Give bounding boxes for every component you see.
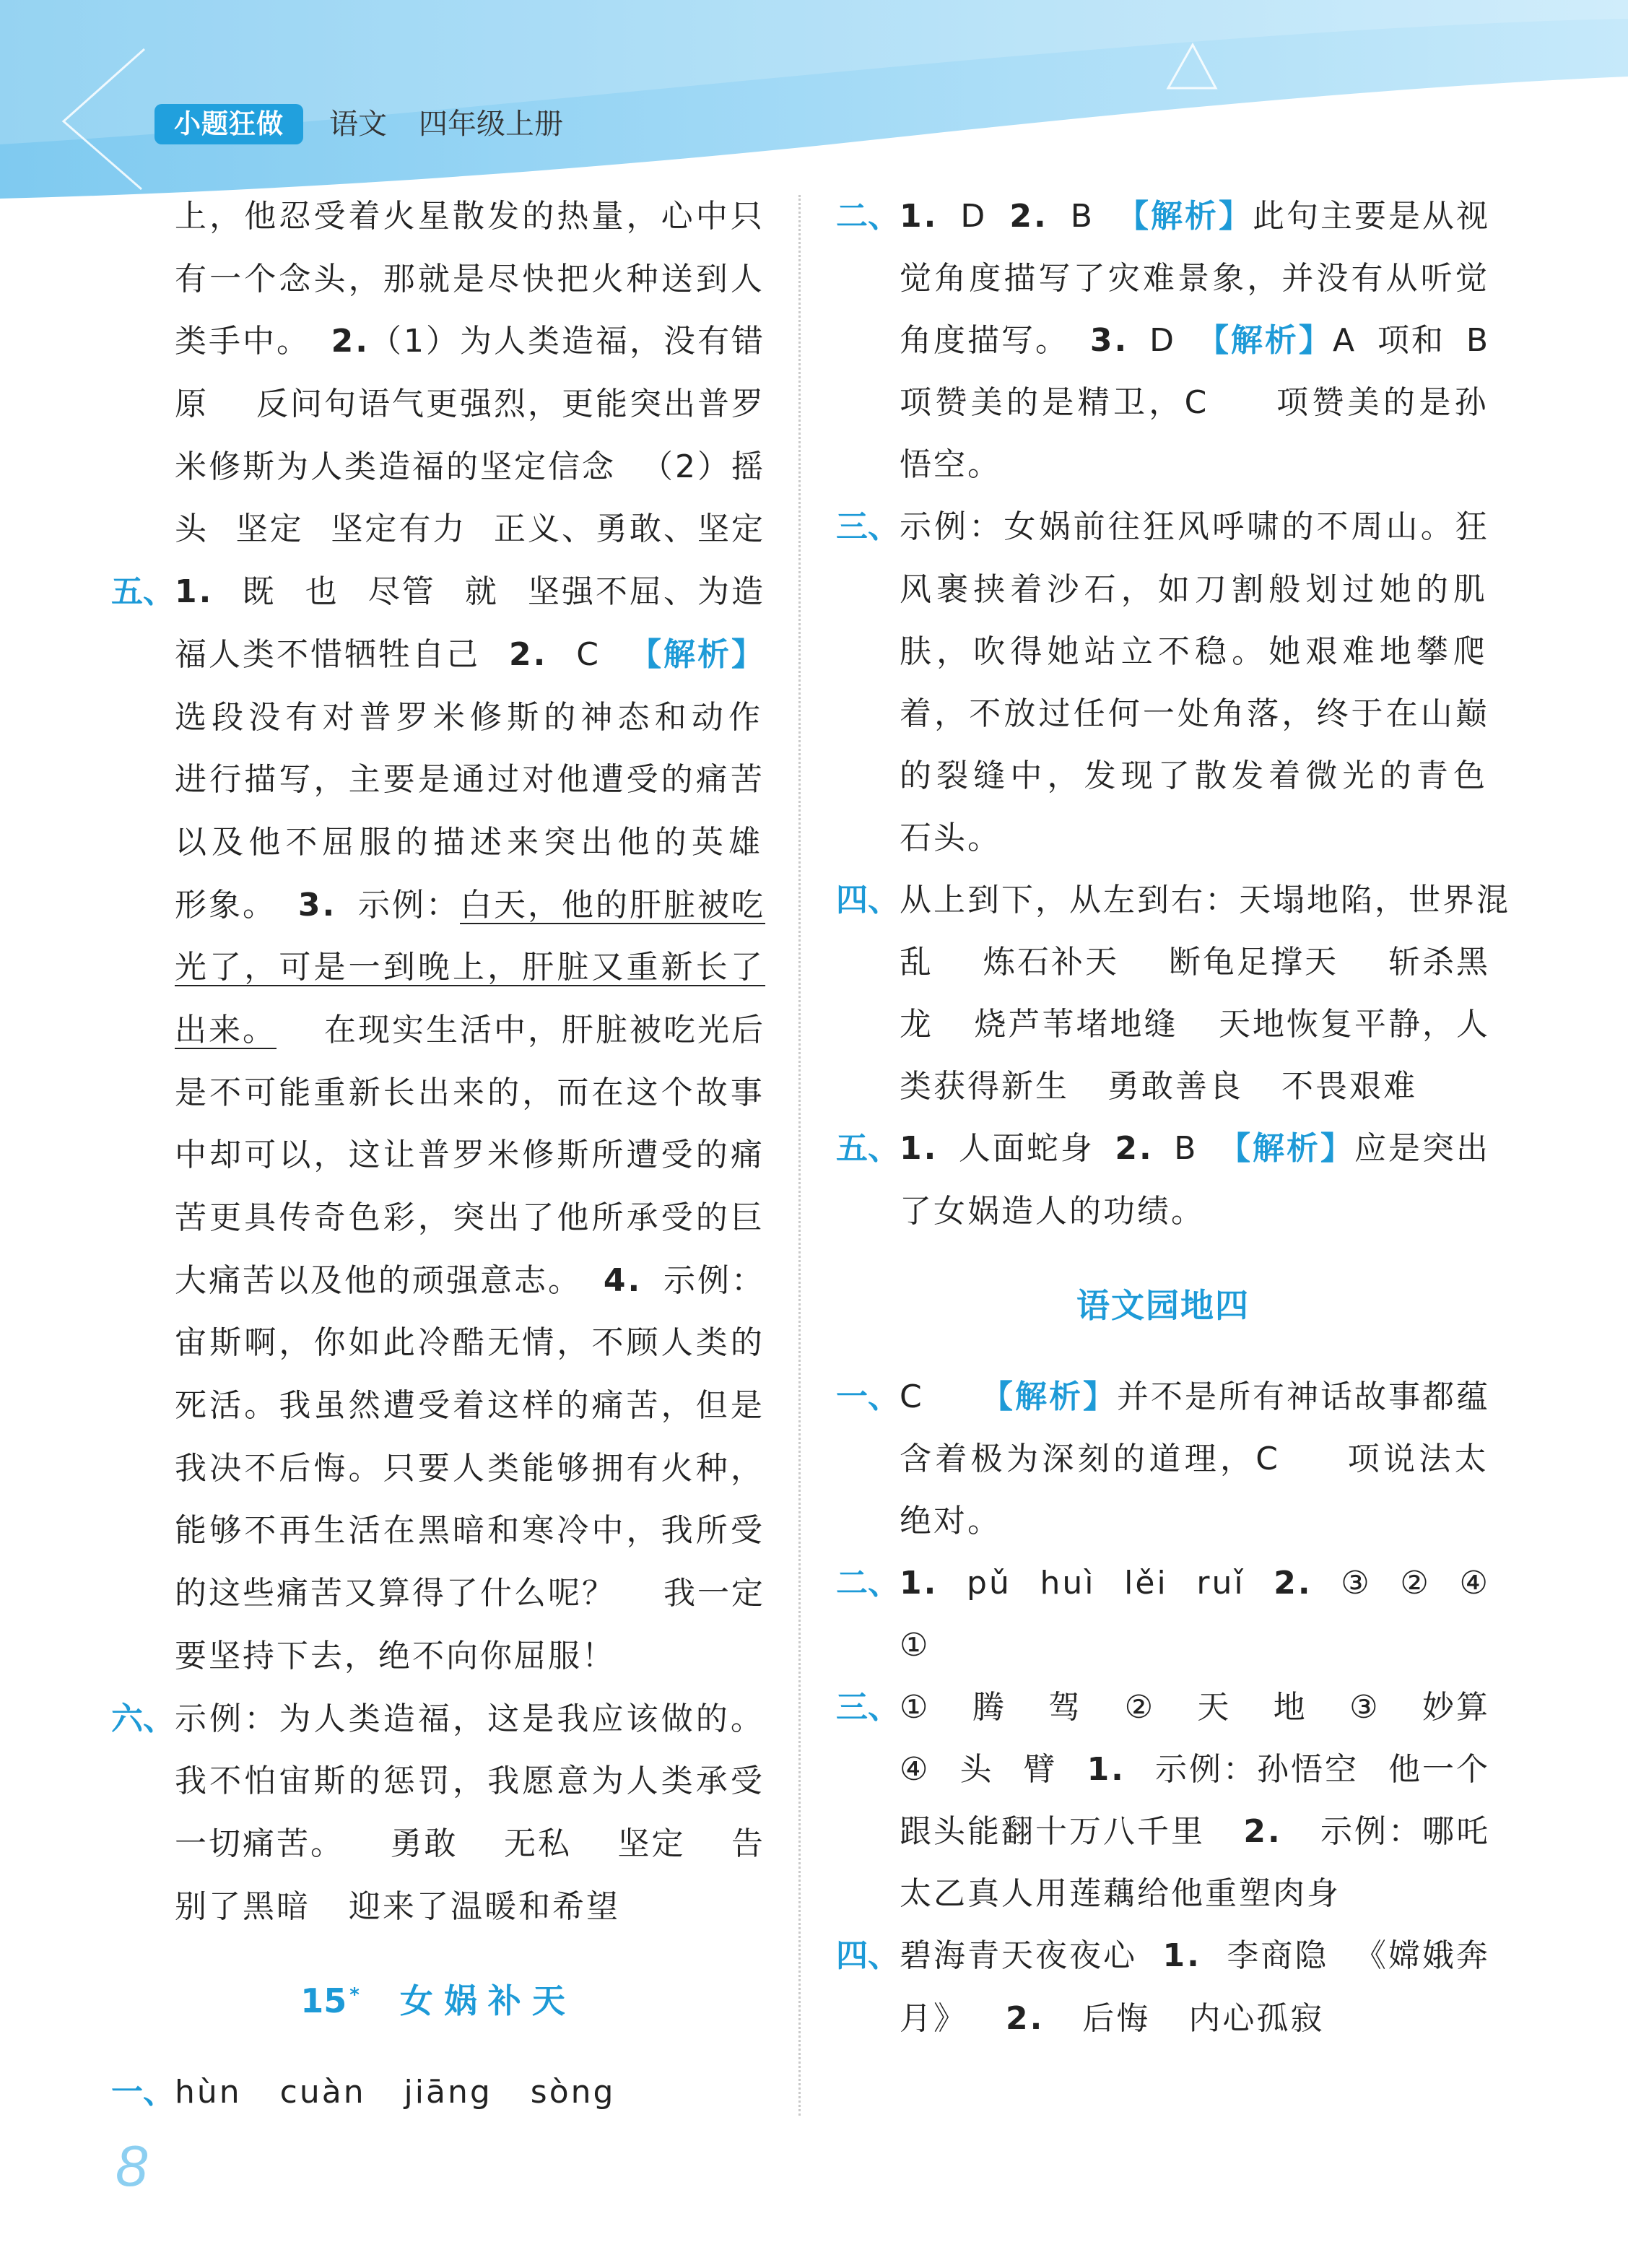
answer-text: B (1153, 1130, 1219, 1168)
answer-text: 月》 (900, 1999, 1006, 2037)
answer-text: 大痛苦以及他的顽强意志。 (175, 1261, 604, 1299)
line-content (900, 757, 1490, 794)
answer-text: 后悔 内心孤寂 (1044, 1999, 1325, 2037)
header-subject: 语文 (329, 108, 387, 141)
answer-text: （1）为人类造福，没有错 (370, 323, 765, 360)
line-content (175, 1700, 765, 1737)
answer-line (836, 496, 1490, 558)
answer-block (836, 1925, 1490, 2049)
question-marker: 五、 (836, 1130, 900, 1168)
answer-text: 在现实生活中，肝脏被吃光后 (277, 1011, 765, 1048)
answer-line (836, 994, 1490, 1056)
column-divider (798, 195, 801, 2116)
answer-line (111, 186, 765, 248)
line-content (175, 887, 765, 924)
line-content (900, 322, 1490, 359)
unit-title: 语文园地四 (1076, 1285, 1250, 1325)
answer-line (111, 687, 765, 750)
line-content (175, 1137, 765, 1173)
line-content (175, 2074, 615, 2111)
number-label: 2. (1009, 198, 1048, 235)
answer-text: 悟空。 (900, 446, 1001, 484)
answer-text: 头 坚定 坚定有力 正义、勇敢、坚定 (175, 510, 765, 548)
answer-text: 类获得新生 勇敢善良 不畏艰难 (900, 1068, 1417, 1105)
answer-text: 人面蛇身 (938, 1130, 1115, 1168)
answer-text: 角度描写。 (900, 322, 1090, 360)
line-content (900, 1068, 1417, 1105)
line-content (900, 1627, 930, 1664)
answer-block (836, 1118, 1490, 1242)
underlined-text: 光了，可是一到晚上，肝脏又重新长了 (175, 949, 766, 986)
analysis-tag: 【解析】 (981, 1378, 1117, 1415)
answer-line (836, 434, 1490, 496)
answer-text: 应是突出 (1354, 1130, 1490, 1168)
answer-text: 项赞美的是精卫，C 项赞美的是孙 (900, 384, 1490, 422)
number-label: 1. (900, 1564, 939, 1602)
answer-line (836, 807, 1490, 869)
answer-line (836, 1056, 1490, 1118)
line-content (175, 198, 765, 235)
number-label: 2. (1115, 1130, 1154, 1168)
line-content (900, 1689, 1490, 1726)
line-content (900, 1813, 1490, 1850)
line-content (175, 261, 765, 297)
answer-text: 肤，吹得她站立不稳。她艰难地攀爬 (900, 633, 1491, 670)
answer-line (111, 436, 765, 499)
answer-text: 太乙真人用莲藕给他重塑肉身 (900, 1875, 1341, 1913)
answer-line (111, 310, 765, 373)
answer-line (836, 1615, 1490, 1677)
line-content (900, 1503, 1001, 1539)
answer-text: hùn cuàn jiāng sòng (175, 2074, 616, 2111)
line-content (175, 761, 765, 798)
line-content (175, 386, 765, 422)
right-column (836, 186, 1510, 2050)
line-content (900, 1441, 1490, 1477)
answer-text: 既 也 尽管 就 坚强不屈、为造 (213, 573, 765, 611)
answer-text: 了女娲造人的功绩。 (900, 1192, 1205, 1230)
line-content (175, 1450, 765, 1487)
answer-text: C (547, 635, 630, 673)
answer-text: ③ ② ④ (1312, 1564, 1490, 1602)
line-content (900, 198, 1490, 235)
answer-line (836, 248, 1490, 310)
answer-text: 别了黑暗 迎来了温暖和希望 (175, 1887, 620, 1925)
answer-block (836, 496, 1490, 869)
line-content (900, 571, 1490, 608)
answer-text: 上，他忍受着火星散发的热量，心中只 (175, 198, 766, 235)
answer-text: 李商隐 《嫦娥奔 (1201, 1937, 1490, 1975)
lesson-title: 女娲补天 (399, 1981, 576, 2021)
answer-text: ④ 头 臂 (900, 1751, 1087, 1789)
answer-text: 示例：孙悟空 他一个 (1125, 1751, 1490, 1789)
analysis-tag: 【解析】 (629, 635, 765, 673)
line-content (175, 323, 765, 360)
answer-text: 风裹挟着沙石，如刀割般划过她的肌 (900, 570, 1491, 608)
answer-text: 示例：女娲前往狂风呼啸的不周山。狂 (900, 508, 1491, 546)
answer-text: 米修斯为人类造福的坚定信念 （2）摇 (175, 448, 765, 485)
answer-line (111, 624, 765, 687)
lesson-number: 15 (300, 1981, 347, 2021)
answer-line (836, 1181, 1490, 1243)
answer-line (111, 1438, 765, 1500)
answer-text: 类手中。 (175, 323, 331, 360)
answer-line (111, 1688, 765, 1751)
line-content (900, 260, 1490, 297)
line-content (900, 1006, 1490, 1043)
answer-text: C (900, 1378, 981, 1415)
answer-line (111, 373, 765, 436)
answer-text: 以及他不屈服的描述来突出他的英雄 (175, 823, 766, 861)
answer-text: 着，不放过任何一处角落，终于在山巅 (900, 695, 1491, 732)
answer-line (111, 1625, 765, 1688)
answer-text: 形象。 (175, 886, 298, 924)
underlined-text: 白天，他的肝脏被吃 (460, 886, 765, 924)
answer-line (111, 561, 765, 624)
answer-block (836, 186, 1490, 496)
answer-line (836, 372, 1490, 434)
answer-text: D (938, 198, 1010, 235)
answer-text: 能够不再生活在黑暗和寒冷中，我所受 (175, 1512, 766, 1550)
answer-text: B (1048, 198, 1117, 235)
answer-text: 的这些痛苦又算得了什么呢？ 我一定 (175, 1575, 765, 1612)
line-content (900, 446, 1001, 483)
line-content (900, 1378, 1490, 1415)
question-marker: 四、 (836, 882, 900, 919)
line-content (900, 2000, 1324, 2037)
line-content (175, 699, 765, 736)
line-content (900, 1193, 1205, 1230)
answer-text: ① 腾 驾 ② 天 地 ③ 妙算 (900, 1689, 1490, 1726)
answer-line (836, 1428, 1490, 1490)
answer-line (836, 1863, 1490, 1925)
answer-text: 福人类不惜牺牲自己 (175, 635, 509, 673)
answer-text: 我决不后悔。只要人类能够拥有火种， (175, 1449, 766, 1487)
number-label: 2. (1274, 1564, 1313, 1602)
number-label: 1. (1162, 1937, 1201, 1975)
lesson-star-mark: * (349, 1984, 360, 2006)
line-content (175, 448, 765, 485)
question-marker: 三、 (836, 1689, 900, 1726)
question-marker: 三、 (836, 508, 900, 546)
question-marker: 一、 (836, 1378, 900, 1415)
line-content (175, 1888, 620, 1925)
question-marker: 六、 (111, 1700, 175, 1737)
answer-text: 乱 炼石补天 断龟足撑天 斩杀黑 (900, 944, 1490, 981)
line-content (175, 1387, 765, 1424)
answer-block (836, 869, 1510, 1118)
line-content (900, 1565, 1490, 1602)
answer-text: ① (900, 1626, 931, 1664)
answer-line (836, 621, 1490, 683)
answer-text: 是不可能重新长出来的，而在这个故事 (175, 1074, 766, 1111)
section-title-lesson (111, 1970, 765, 2032)
answer-block (111, 186, 765, 561)
answer-line (836, 745, 1490, 807)
header-grade: 四年级上册 (419, 108, 563, 141)
answer-text: 有一个念头，那就是尽快把火种送到人 (175, 260, 766, 297)
line-content (175, 510, 765, 547)
question-marker: 二、 (836, 1564, 900, 1602)
line-content (175, 573, 765, 610)
answer-line (836, 1118, 1490, 1180)
answer-line (836, 186, 1490, 248)
answer-text: 并不是所有神话故事都蕴 (1117, 1378, 1490, 1415)
answer-text: 示例： (336, 886, 460, 924)
answer-line (836, 869, 1510, 931)
answer-text: 我不怕宙斯的惩罚，我愿意为人类承受 (175, 1763, 766, 1800)
number-label: 3. (1089, 322, 1129, 360)
analysis-tag: 【解析】 (1117, 198, 1253, 235)
line-content (900, 1937, 1490, 1974)
line-content (900, 1751, 1490, 1788)
answer-text: 含着极为深刻的道理，C 项说法太 (900, 1440, 1490, 1477)
line-content (175, 1012, 765, 1048)
answer-line (111, 248, 765, 311)
answer-text: 要坚持下去，绝不向你屈服！ (175, 1637, 616, 1674)
answer-text: 绝对。 (900, 1502, 1001, 1539)
answer-text: 中却可以，这让普罗米修斯所遭受的痛 (175, 1137, 766, 1174)
answer-text: pǔ huì lěi ruǐ (938, 1564, 1274, 1602)
answer-line (836, 1925, 1490, 1987)
answer-text: 石头。 (900, 819, 1001, 856)
answer-line (111, 749, 765, 812)
line-content (175, 1074, 765, 1111)
line-content (175, 636, 765, 673)
answer-line (836, 1490, 1490, 1552)
answer-line (836, 931, 1490, 994)
number-label: 4. (603, 1261, 643, 1299)
answer-line (111, 1312, 765, 1375)
question-marker: 四、 (836, 1937, 900, 1975)
line-content (175, 1825, 765, 1862)
analysis-tag: 【解析】 (1196, 322, 1333, 360)
answer-text: 示例：哪吒 (1281, 1813, 1490, 1851)
answer-line (836, 559, 1490, 621)
question-marker: 五、 (111, 573, 175, 611)
answer-text: D (1128, 322, 1197, 360)
right-answer-blocks-after-title (836, 1366, 1490, 2050)
line-content (900, 1875, 1341, 1912)
answer-line (836, 1988, 1490, 2050)
answer-text: 示例： (642, 1261, 765, 1299)
line-content (175, 949, 765, 986)
answer-text: 觉角度描写了灾难景象，并没有从听觉 (900, 260, 1491, 297)
answer-text: 死活。我虽然遭受着这样的痛苦，但是 (175, 1387, 766, 1425)
answer-text: 碧海青天夜夜心 (900, 1937, 1163, 1975)
answer-text: 跟头能翻十万八千里 (900, 1813, 1244, 1851)
answer-line (111, 1124, 765, 1187)
number-label: 1. (900, 198, 939, 235)
answer-line (111, 2061, 765, 2124)
answer-line (111, 999, 765, 1062)
answer-text: 宙斯啊，你如此冷酷无情，不顾人类的 (175, 1324, 766, 1362)
line-content (900, 508, 1490, 545)
answer-line (836, 1801, 1490, 1863)
line-content (900, 633, 1490, 670)
analysis-tag: 【解析】 (1219, 1130, 1354, 1168)
answer-text: 从上到下，从左到右：天塌地陷，世界混 (900, 882, 1510, 919)
number-label: 1. (1087, 1751, 1126, 1789)
answer-line (836, 1366, 1490, 1428)
line-content (175, 1512, 765, 1549)
left-answer-blocks (111, 186, 765, 1938)
answer-line (111, 1375, 765, 1438)
line-content (175, 824, 765, 861)
left-column (111, 186, 765, 2124)
line-content (175, 1763, 765, 1799)
answer-line (111, 937, 765, 999)
answer-line (111, 1813, 765, 1876)
number-label: 2. (508, 635, 548, 673)
line-content (175, 1262, 765, 1299)
answer-line (111, 1250, 765, 1313)
line-content (900, 882, 1510, 918)
answer-line (111, 1876, 765, 1939)
number-label: 2. (1243, 1813, 1282, 1851)
answer-line (111, 1187, 765, 1250)
answer-line (111, 1062, 765, 1125)
answer-line (111, 874, 765, 937)
line-content (900, 1130, 1490, 1167)
line-content (175, 1199, 765, 1236)
number-label: 1. (900, 1130, 939, 1168)
line-content (900, 944, 1490, 981)
answer-line (111, 1563, 765, 1625)
answer-block (836, 1552, 1490, 1677)
question-marker: 一、 (111, 2074, 175, 2111)
answer-line (836, 1677, 1490, 1739)
question-marker: 二、 (836, 198, 900, 235)
line-content (900, 695, 1490, 732)
number-label: 1. (175, 573, 214, 611)
answer-block (111, 1688, 765, 1939)
series-badge: 小题狂做 (154, 104, 303, 144)
answer-line (836, 1552, 1490, 1615)
line-content (175, 1638, 616, 1674)
section-title-unit (836, 1274, 1490, 1337)
right-answer-blocks (836, 186, 1510, 1243)
left-answer-blocks-after-title (111, 2061, 765, 2124)
answer-line (836, 683, 1490, 745)
answer-block (836, 1366, 1490, 1552)
answer-line (111, 812, 765, 874)
line-content (900, 820, 1001, 856)
answer-block (111, 2061, 765, 2124)
answer-text: 进行描写，主要是通过对他遭受的痛苦 (175, 761, 766, 799)
underlined-text: 出来。 (175, 1011, 277, 1048)
answer-block (111, 561, 765, 1687)
number-label: 2. (1006, 1999, 1045, 2037)
answer-text: A 项和 B (1332, 322, 1491, 360)
answer-text: 选段没有对普罗米修斯的神态和动作 (175, 698, 766, 736)
answer-text: 苦更具传奇色彩，突出了他所承受的巨 (175, 1199, 766, 1236)
answer-line (836, 310, 1490, 372)
answer-text: 示例：为人类造福，这是我应该做的。 (175, 1700, 766, 1737)
number-label: 2. (331, 323, 370, 360)
answer-text: 的裂缝中，发现了散发着微光的青色 (900, 757, 1491, 794)
answer-text: 一切痛苦。 勇敢 无私 坚定 告 (175, 1825, 765, 1862)
line-content (175, 1575, 765, 1612)
answer-block (836, 1677, 1490, 1925)
answer-line (111, 1500, 765, 1563)
line-content (175, 1324, 765, 1361)
number-label: 3. (297, 886, 337, 924)
answer-text: 原 反问句语气更强烈，更能突出普罗 (175, 386, 765, 423)
answer-text: 此句主要是从视 (1253, 198, 1490, 235)
page-number: 8 (116, 2134, 148, 2198)
answer-text: 龙 烧芦苇堵地缝 天地恢复平静，人 (900, 1006, 1490, 1043)
line-content (900, 384, 1490, 421)
answer-line (111, 498, 765, 561)
answer-line (836, 1739, 1490, 1801)
answer-line (111, 1750, 765, 1813)
